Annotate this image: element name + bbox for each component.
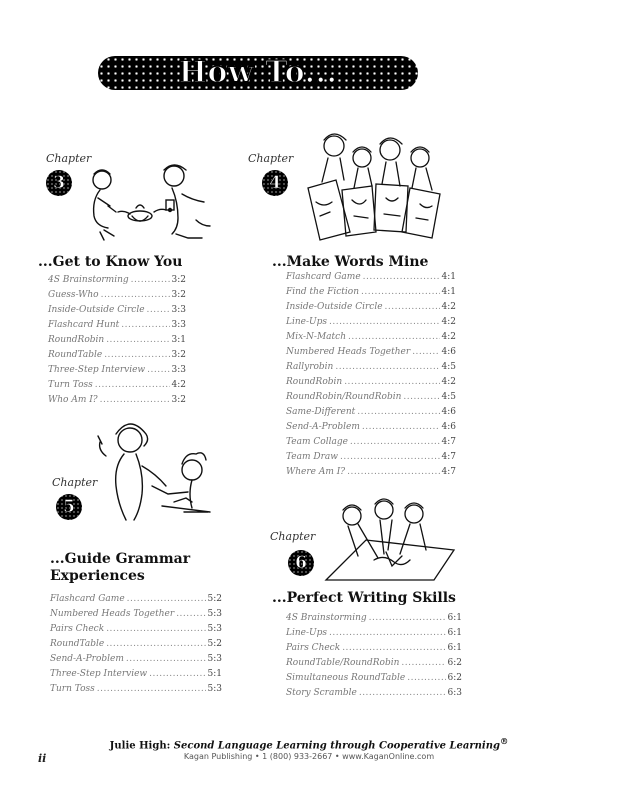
chapter-4-badge [262,170,288,196]
chapter-5-badge [56,494,82,520]
chapter-6-badge [288,550,314,576]
list-item[interactable]: Story Scramble ..... 6:3 [286,686,462,701]
list-item[interactable]: Turn Toss ..... 4:2 [48,378,186,393]
chapter-5-title: ...Guide Grammar Experiences [50,551,191,584]
list-item[interactable]: RoundTable/RoundRobin ..... 6:2 [286,656,462,671]
list-item[interactable]: Mix-N-Match ..... 4:2 [286,330,456,345]
list-item[interactable]: Where Am I? ..... 4:7 [286,465,456,480]
list-item[interactable]: Pairs Check ..... 6:1 [286,641,462,656]
list-item[interactable]: Pairs Check ..... 5:3 [50,622,222,637]
list-item[interactable]: Turn Toss ..... 5:3 [50,682,222,697]
list-item[interactable]: Numbered Heads Together ..... 4:6 [286,345,456,360]
list-item[interactable]: RoundRobin/RoundRobin ..... 4:5 [286,390,456,405]
list-item[interactable]: Three-Step Interview ..... 3:3 [48,363,186,378]
footer-book-title: Second Language Learning through Cooperative Learning [173,740,500,752]
chapter-6-list [286,611,462,701]
list-item[interactable]: RoundRobin ..... 3:1 [48,333,186,348]
students-writing-illustration [322,498,456,582]
footer-publisher: Kagan Publishing • 1 (800) 933-2667 • www.KaganOnline.com [183,752,435,762]
students-with-posters-illustration [298,128,458,246]
chapter-6-label: Chapter [270,530,316,543]
chapter-3-label: Chapter [46,152,92,165]
list-item[interactable]: Inside-Outside Circle ..... 3:3 [48,303,186,318]
list-item[interactable]: Line-Ups ..... 4:2 [286,315,456,330]
list-item[interactable]: Inside-Outside Circle ..... 4:2 [286,300,456,315]
footer-citation: Julie High: Second Language Learning through Cooperative Learning® [109,736,509,752]
chapter-5-label: Chapter [52,476,98,489]
list-item[interactable]: 4S Brainstorming ..... 6:1 [286,611,462,626]
list-item[interactable]: RoundTable ..... 3:2 [48,348,186,363]
title-banner [98,56,418,90]
chapter-6-title: ...Perfect Writing Skills [272,590,456,606]
list-item[interactable]: Who Am I? ..... 3:2 [48,393,186,408]
students-meeting-illustration [78,160,218,244]
list-item[interactable]: Three-Step Interview ..... 5:1 [50,667,222,682]
footer-author: Julie High: [109,740,171,752]
chapter-4-list [286,270,456,480]
list-item[interactable]: Same-Different ..... 4:6 [286,405,456,420]
list-item[interactable]: Line-Ups ..... 6:1 [286,626,462,641]
list-item[interactable]: 4S Brainstorming ..... 3:2 [48,273,186,288]
page-number: ii [38,752,47,765]
list-item[interactable]: Flashcard Game ..... 4:1 [286,270,456,285]
chapter-3-title: ...Get to Know You [38,254,183,270]
list-item[interactable]: RoundRobin ..... 4:2 [286,375,456,390]
list-item[interactable]: Flashcard Hunt ..... 3:3 [48,318,186,333]
list-item[interactable]: Guess-Who ..... 3:2 [48,288,186,303]
list-item[interactable]: Team Draw ..... 4:7 [286,450,456,465]
list-item[interactable]: Flashcard Game ..... 5:2 [50,592,222,607]
chapter-3-number: 3 [53,173,65,193]
footer [0,736,618,761]
chapter-3-badge [46,170,72,196]
chapter-4-number: 4 [269,173,281,193]
teacher-and-student-illustration [92,416,224,526]
chapter-5-list [50,592,222,697]
chapter-4-label: Chapter [248,152,294,165]
chapter-4-title: ...Make Words Mine [272,254,429,270]
list-item[interactable]: Send-A-Problem ..... 5:3 [50,652,222,667]
page-title: How To... [178,55,338,90]
list-item[interactable]: Team Collage ..... 4:7 [286,435,456,450]
list-item[interactable]: Find the Fiction ..... 4:1 [286,285,456,300]
chapter-3-list [48,273,186,408]
list-item[interactable]: Numbered Heads Together ..... 5:3 [50,607,222,622]
chapter-5-number: 5 [63,497,75,517]
list-item[interactable]: Rallyrobin ..... 4:5 [286,360,456,375]
chapter-6-number: 6 [295,553,307,573]
list-item[interactable]: Simultaneous RoundTable ..... 6:2 [286,671,462,686]
list-item[interactable]: RoundTable ..... 5:2 [50,637,222,652]
list-item[interactable]: Send-A-Problem ..... 4:6 [286,420,456,435]
